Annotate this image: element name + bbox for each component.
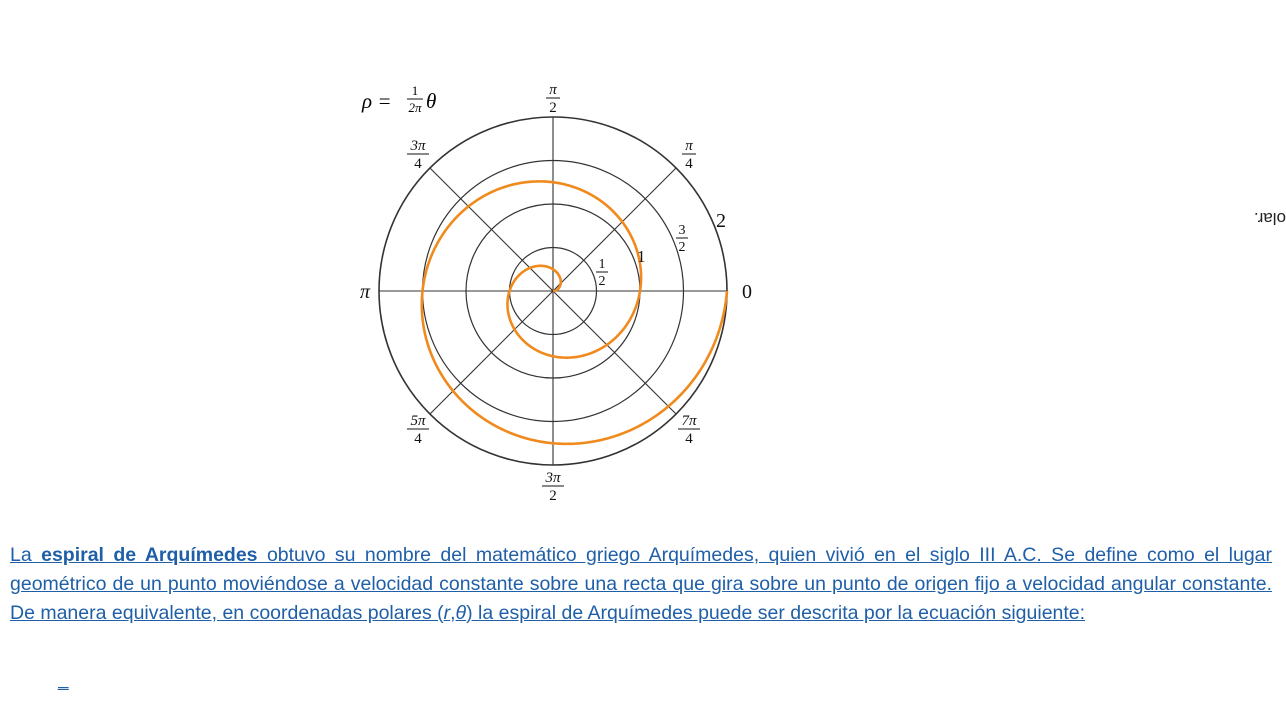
clipped-rotated-text: olar. — [1253, 209, 1286, 228]
angle-label-5pi-over-4-num: 5π — [410, 413, 426, 429]
angle-label-7pi-over-4 — [678, 413, 700, 447]
equation-lhs: ρ = — [362, 89, 392, 113]
angle-label-0: 0 — [742, 281, 752, 303]
radius-label-one-half — [596, 257, 608, 289]
angle-label-pi-over-4-den: 4 — [685, 156, 693, 172]
radius-label-one: 1 — [637, 247, 646, 266]
paragraph-term: espiral de Arquímedes — [41, 544, 258, 566]
equation-denominator: 2π — [408, 100, 422, 115]
paragraph-end: ) la espiral de Arquímedes puede ser descrita por la ecuación siguiente: — [466, 602, 1086, 624]
angle-label-7pi-over-4-den: 4 — [685, 431, 693, 447]
angle-label-5pi-over-4 — [407, 413, 429, 447]
angle-label-pi-over-2 — [546, 82, 560, 116]
equation-numerator: 1 — [411, 83, 419, 98]
paragraph-body: obtuvo su nombre del matemático griego Arquímedes, quien vivió en el siglo III A.C. Se define como el lugar geométrico de un punto moviéndose a velocidad constante sobre una recta que gira sobre un punto de origen fijo a velocidad angular constante. De manera equivalente, en coordenadas polares ( — [10, 544, 1273, 624]
stray-link[interactable]: _ — [58, 670, 69, 691]
angle-label-7pi-over-4-num: 7π — [681, 413, 697, 429]
angle-label-3pi-over-2-den: 2 — [549, 488, 557, 504]
equation-variable: θ — [426, 89, 437, 113]
angle-label-pi: π — [360, 281, 371, 303]
polar-plot — [330, 70, 790, 510]
archimedes-spiral-description[interactable] — [10, 541, 1272, 628]
paragraph-theta: θ — [455, 602, 467, 624]
angle-label-pi-over-4 — [682, 138, 696, 172]
paragraph-intro: La — [10, 544, 42, 566]
angle-label-5pi-over-4-den: 4 — [414, 431, 422, 447]
radius-label-one-half-den: 2 — [598, 274, 606, 289]
radius-label-one-half-num: 1 — [598, 257, 606, 272]
spiral-equation — [361, 83, 436, 115]
radius-label-two: 2 — [716, 210, 726, 232]
angle-label-3pi-over-4-num: 3π — [410, 138, 426, 154]
angle-label-pi-over-2-den: 2 — [549, 100, 557, 116]
polar-spiral-figure — [330, 70, 790, 510]
angle-label-3pi-over-2-num: 3π — [545, 470, 561, 486]
angle-label-3pi-over-4 — [407, 138, 429, 172]
angle-label-3pi-over-4-den: 4 — [414, 156, 422, 172]
radius-label-three-halves — [676, 223, 688, 255]
angle-label-pi-over-4-num: π — [685, 138, 693, 154]
radius-label-three-halves-den: 2 — [678, 240, 686, 255]
angle-label-pi-over-2-num: π — [549, 82, 557, 98]
paragraph-comma: , — [450, 602, 456, 624]
paragraph-r: r — [443, 602, 451, 624]
radius-label-three-halves-num: 3 — [678, 223, 686, 238]
angle-label-3pi-over-2 — [542, 470, 564, 504]
